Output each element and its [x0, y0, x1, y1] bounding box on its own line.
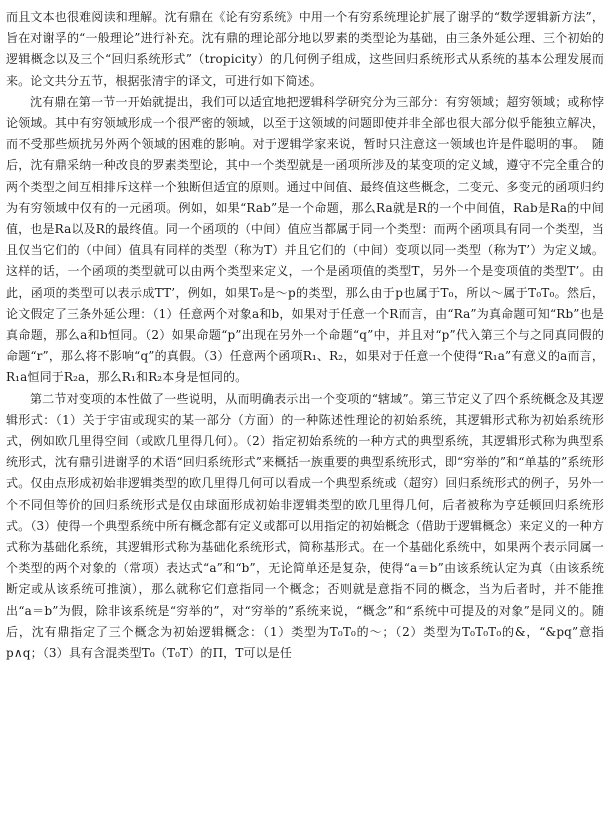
document-page — [6, 7, 604, 664]
paragraph-continuation: 而且文本也很难阅读和理解。沈有鼎在《论有穷系统》中用一个有穷系统理论扩展了谢孚的“数学逻辑新方法”，旨在对谢孚的“一般理论”进行补充。沈有鼎的理论部分地以罗素的类型论为基础，由三条外延公理、三个初始的逻辑概念以及三个“回归系统形式”（tropicity）的几何例子组成，这些回归系统形式从系统的基本公理发展而来。论文共分五节，根据张清宇的译文，可进行如下简述。 — [6, 10, 604, 88]
paragraph-sections-two-three: 第二节对变项的本性做了一些说明，从而明确表示出一个变项的“辖域”。第三节定义了四个系统概念及其逻辑形式：（1）关于宇宙或现实的某一部分（方面）的一种陈述性理论的初始系统，其逻辑形式称为初始系统形式，例如欧几里得空间（或欧几里得几何）。（2）指定初始系统的一种方式的典型系统，其逻辑形式称为典型系统形式，沈有鼎引进谢孚的术语“回归系统形式”来概括一族重要的典型系统形式，即“穷举的”和“单基的”系统形式。仅由点形成初始非逻辑类型的欧几里得几何可以看成一个典型系统或（超穷）回归系统形式的例子，另外一个不同但等价的回归系统形式是仅由球面形成初始非逻辑类型的欧几里得几何，后者被称为亨廷顿回归系统形式。（3）使得一个典型系统中所有概念都有定义或都可以用指定的初始概念（借助于逻辑概念）来定义的一种方式称为基础化系统，其逻辑形式称为基础化系统形式，简称基形式。在一个基础化系统中，如果两个表示同属一个类型的两个对象的（常项）表达式“a”和“b”，无论简单还是复杂，使得“a＝b”由该系统认定为真（由该系统断定或从该系统可推演），那么就称它们意指同一个概念；否则就是意指不同的概念，当为后者时，并不能推出“a＝b”为假，除非该系统是“穷举的”，对“穷举的”系统来说，“概念”和“系统中可提及的对象”是同义的。随后，沈有鼎指定了三个概念为初始逻辑概念：（1）类型为T₀T₀的～；（2）类型为T₀T₀T₀的&，“&pq”意指p∧q；（3）具有含混类型T₀（T₀T）的Π，T可以是任 — [6, 391, 604, 661]
paragraph-section-one: 沈有鼎在第一节一开始就提出，我们可以适宜地把逻辑科学研究分为三部分：有穷领域；超穷领域；或称悖论领域。其中有穷领域形成一个很严密的领域，以至于这领域的问题即使并非全部也很大部分似乎能独立解决，而不受那些烦扰另外两个领域的困难的影响。对于逻辑学家来说，暂时只注意这一领域也许是件聪明的事。 随后，沈有鼎采纳一种改良的罗素类型论，其中一个类型就是一函项所涉及的某变项的定义域，遵守不完全重合的两个类型之间互相排斥这样一个独断但适宜的原则。通过中间值、最终值这些概念，二变元、多变元的函项归约为有穷领域中仅有的一元函项。例如，如果“Rab”是一个命题，那么Ra就是R的一个中间值，Rab是Ra的中间值，也是Ra以及R的最终值。同一个函项的（中间）值应当都属于同一个类型：而两个函项具有同一个类型，当且仅当它们的（中间）值具有同样的类型（称为T）并且它们的（中间）变项以同一类型（称为T’）为定义域。这样的话，一个函项的类型就可以由两个类型来定义，一个是函项值的类型T，另外一个是变项值的类型T’。由此，函项的类型可以表示成TT’，例如，如果T₀是～p的类型，那么由于p也属于T₀，所以～属于T₀T₀。然后，论文假定了三条外延公理：（1）任意两个对象a和b，如果对于任意一个R而言，由“Ra”为真命题可知“Rb”也是真命题，那么a和b恒同。（2）如果命题“p”出现在另外一个命题“q”中，并且对“p”代入第三个与之同真同假的命题“r”，那么将不影响“q”的真假。（3）任意两个函项R₁、R₂，如果对于任意一个使得“R₁a”有意义的a而言，R₁a恒同于R₂a，那么R₁和R₂本身是恒同的。 — [6, 94, 604, 385]
